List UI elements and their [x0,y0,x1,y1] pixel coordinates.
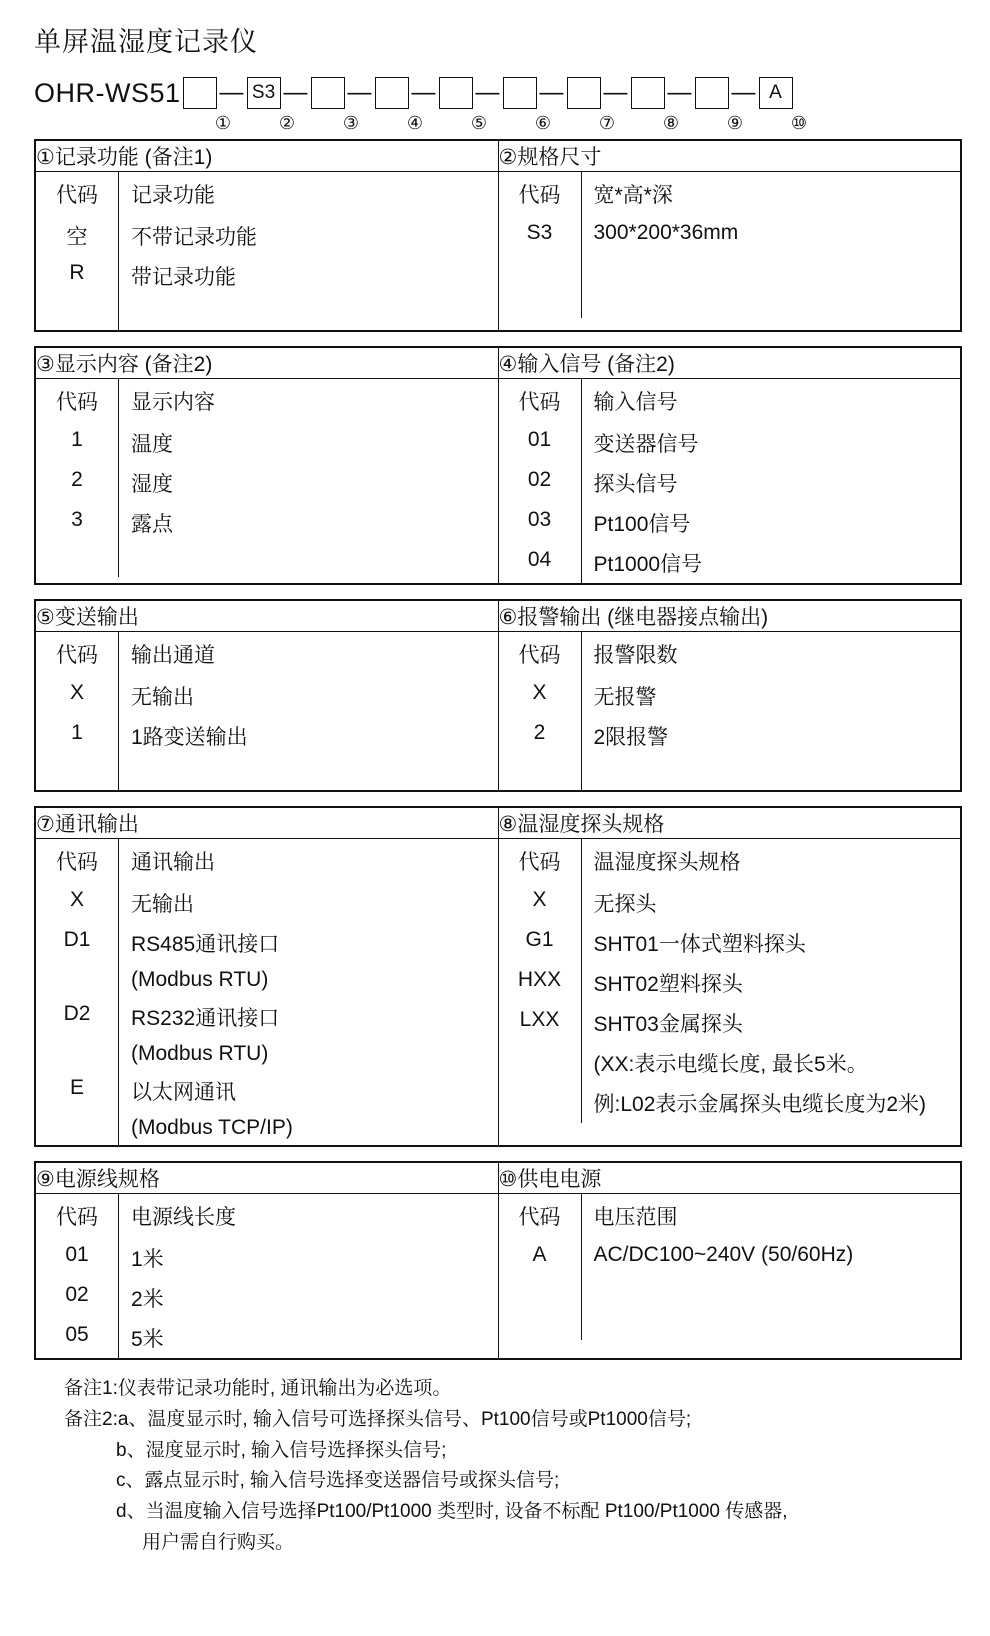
col-header-code: 代码 [36,632,119,676]
col-header-code: 代码 [499,379,582,423]
col-header-code: 代码 [499,172,582,216]
option-code: A [499,1238,582,1272]
option-desc: 探头信号 [593,473,678,496]
list-item [36,1037,498,1071]
list-item [36,172,498,216]
option-desc: 2米 [131,1288,164,1311]
option-code: S3 [499,216,582,250]
option-desc: 例:L02表示金属探头电缆长度为2米) [593,1093,927,1116]
dash-separator: — [219,79,244,106]
option-desc: RS232通讯接口 [131,1007,280,1030]
option-code: G1 [499,923,582,963]
option-code: 2 [36,463,119,503]
section-header-1: ①记录功能 (备注1) [35,140,498,172]
table-row [35,347,961,379]
option-code [36,963,119,997]
list-item [499,1194,961,1238]
option-desc: 无输出 [131,686,194,709]
section-body-8 [498,839,961,1147]
dash-separator: — [475,79,500,106]
marker-7: ⑦ [598,113,616,133]
notes-block [64,1374,960,1559]
list-item [499,1043,961,1083]
option-code: 1 [36,716,119,756]
col-header-desc: 输入信号 [593,391,678,414]
option-desc: 以太网通讯 [131,1081,236,1104]
list-item [36,963,498,997]
table-row [35,379,961,585]
col-header-code: 代码 [36,1194,119,1238]
list-item [36,543,498,577]
option-desc: 无输出 [131,893,194,916]
list-item [36,256,498,296]
list-item [36,1111,498,1145]
option-code: 空 [36,216,119,256]
list-item [499,963,961,1003]
list-item [36,1238,498,1278]
section-body-4 [498,379,961,585]
list-item [36,1318,498,1358]
option-code: 02 [499,463,582,503]
section-body-10 [498,1194,961,1360]
marker-2: ② [278,113,296,133]
option-code: 02 [36,1278,119,1318]
option-code [499,1043,582,1083]
col-header-desc: 温湿度探头规格 [593,851,741,874]
option-desc: 5米 [131,1328,164,1351]
section-header-9: ⑨电源线规格 [35,1162,498,1194]
col-header-desc: 通讯输出 [131,851,215,874]
option-desc: (Modbus RTU) [131,1042,269,1065]
col-header-desc: 记录功能 [131,184,215,207]
list-item [499,543,961,583]
list-item [36,632,498,676]
code-box-2[interactable]: S3 [247,77,281,109]
option-code: X [499,676,582,716]
option-desc: Pt1000信号 [593,553,703,576]
option-desc: 300*200*36mm [593,221,739,244]
list-item [499,1003,961,1043]
option-code: R [36,256,119,296]
col-header-code: 代码 [36,839,119,883]
section-body-1 [35,172,498,332]
dash-separator: — [347,79,372,106]
option-desc: 变送器信号 [593,433,699,456]
option-code: LXX [499,1003,582,1043]
option-desc: 无探头 [593,893,657,916]
option-desc: 2限报警 [593,726,669,749]
option-code: 2 [499,716,582,756]
list-item [499,423,961,463]
option-desc: SHT01一体式塑料探头 [593,933,806,956]
option-desc: 温度 [131,433,173,456]
col-header-desc: 宽*高*深 [593,184,673,207]
note-line: 备注1:仪表带记录功能时, 通讯输出为必选项。 [64,1378,452,1399]
model-code-line [34,73,960,113]
marker-row [34,113,960,139]
option-desc: 不带记录功能 [131,226,257,249]
option-code [499,1083,582,1123]
list-item [36,676,498,716]
section-header-4: ④输入信号 (备注2) [498,347,961,379]
option-desc: 1路变送输出 [131,726,248,749]
note-line: d、当温度输入信号选择Pt100/Pt1000 类型时, 设备不标配 Pt100/Pt1000 传感器, [116,1501,788,1523]
code-box-10[interactable]: A [759,77,793,109]
section-header-3: ③显示内容 (备注2) [35,347,498,379]
code-box-3[interactable] [311,77,345,109]
option-code: X [36,676,119,716]
marker-9: ⑨ [726,113,744,133]
dash-separator: — [731,79,756,106]
spec-table-group-2 [34,346,962,585]
list-item [499,379,961,423]
list-item [36,883,498,923]
note-line: c、露点显示时, 输入信号选择变送器信号或探头信号; [116,1470,560,1492]
section-body-7 [35,839,498,1147]
page-title: 单屏温湿度记录仪 [34,27,258,57]
marker-10: ⑩ [790,113,808,133]
table-row [35,172,961,332]
option-desc: SHT02塑料探头 [593,973,743,996]
col-header-desc: 电压范围 [593,1206,678,1229]
dash-separator: — [283,79,308,106]
option-code: 01 [499,423,582,463]
option-desc: 1米 [131,1248,164,1271]
note-line: b、湿度显示时, 输入信号选择探头信号; [116,1439,447,1461]
list-item [499,632,961,676]
marker-5: ⑤ [470,113,488,133]
dash-separator: — [667,79,692,106]
section-header-5: ⑤变送输出 [35,600,498,632]
section-header-7: ⑦通讯输出 [35,807,498,839]
list-item [499,1306,961,1340]
spec-table-group-1 [34,139,962,332]
option-code: 3 [36,503,119,543]
dash-separator: — [603,79,628,106]
col-header-code: 代码 [499,1194,582,1238]
list-item [499,923,961,963]
spec-table-group-3 [34,599,962,792]
list-item [36,1071,498,1111]
note-line: 备注2:a、温度显示时, 输入信号可选择探头信号、Pt100信号或Pt1000信号; [64,1408,692,1430]
marker-3: ③ [342,113,360,133]
section-body-2 [498,172,961,332]
list-item [36,216,498,256]
table-row [35,632,961,792]
marker-8: ⑧ [662,113,680,133]
table-row [35,807,961,839]
list-item [36,1194,498,1238]
option-code: 01 [36,1238,119,1278]
option-desc: (Modbus RTU) [131,968,269,991]
note-line: 用户需自行购买。 [142,1531,295,1553]
list-item [36,756,498,790]
option-code: E [36,1071,119,1111]
section-header-6: ⑥报警输出 (继电器接点输出) [498,600,961,632]
option-desc: 露点 [131,513,173,536]
section-body-3 [35,379,498,585]
list-item [499,1083,961,1123]
list-item [499,676,961,716]
list-item [499,250,961,284]
option-desc: 无报警 [593,686,657,709]
col-header-desc: 报警限数 [593,644,678,667]
col-header-code: 代码 [36,172,119,216]
option-desc: (Modbus TCP/IP) [131,1116,293,1139]
section-header-8: ⑧温湿度探头规格 [498,807,961,839]
list-item [499,883,961,923]
section-header-10: ⑩供电电源 [498,1162,961,1194]
list-item [499,1272,961,1306]
spec-table-group-5 [34,1161,962,1360]
code-box-7[interactable] [567,77,601,109]
list-item [36,463,498,503]
code-box-9[interactable] [695,77,729,109]
option-code [36,1111,119,1145]
table-row [35,1194,961,1360]
marker-4: ④ [406,113,424,133]
option-code: HXX [499,963,582,1003]
list-item [36,1278,498,1318]
code-box-4[interactable] [375,77,409,109]
option-desc: (XX:表示电缆长度, 最长5米。 [593,1053,868,1076]
dash-separator: — [411,79,436,106]
code-box-6[interactable] [503,77,537,109]
table-row [35,600,961,632]
list-item [36,379,498,423]
col-header-code: 代码 [36,379,119,423]
list-item [499,1238,961,1272]
option-code [36,1037,119,1071]
option-code: 05 [36,1318,119,1358]
col-header-code: 代码 [499,632,582,676]
list-item [36,296,498,330]
list-item [36,503,498,543]
list-item [36,423,498,463]
col-header-desc: 电源线长度 [131,1206,236,1229]
marker-6: ⑥ [534,113,552,133]
section-header-2: ②规格尺寸 [498,140,961,172]
option-desc: 湿度 [131,473,173,496]
list-item [36,997,498,1037]
option-desc: 带记录功能 [131,266,236,289]
option-code: 03 [499,503,582,543]
section-body-9 [35,1194,498,1360]
list-item [499,716,961,756]
list-item [499,463,961,503]
list-item [499,756,961,790]
list-item [499,503,961,543]
list-item [499,284,961,318]
table-row [35,140,961,172]
option-desc: AC/DC100~240V (50/60Hz) [593,1243,854,1266]
table-row [35,1162,961,1194]
list-item [499,839,961,883]
code-box-5[interactable] [439,77,473,109]
option-desc: RS485通讯接口 [131,933,280,956]
list-item [36,923,498,963]
section-body-5 [35,632,498,792]
code-box-8[interactable] [631,77,665,109]
option-code: D2 [36,997,119,1037]
list-item [499,216,961,250]
option-desc: Pt100信号 [593,513,691,536]
model-prefix: OHR-WS51 [34,77,181,108]
list-item [499,172,961,216]
list-item [36,839,498,883]
option-code: 04 [499,543,582,583]
marker-1: ① [214,113,232,133]
option-desc: SHT03金属探头 [593,1013,743,1036]
table-row [35,839,961,1147]
spec-table-group-4 [34,806,962,1147]
option-code: X [36,883,119,923]
col-header-code: 代码 [499,839,582,883]
col-header-desc: 显示内容 [131,391,215,414]
list-item [36,716,498,756]
section-body-6 [498,632,961,792]
option-code: X [499,883,582,923]
dash-separator: — [539,79,564,106]
col-header-desc: 输出通道 [131,644,215,667]
option-code: 1 [36,423,119,463]
option-code: D1 [36,923,119,963]
code-box-1[interactable] [183,77,217,109]
